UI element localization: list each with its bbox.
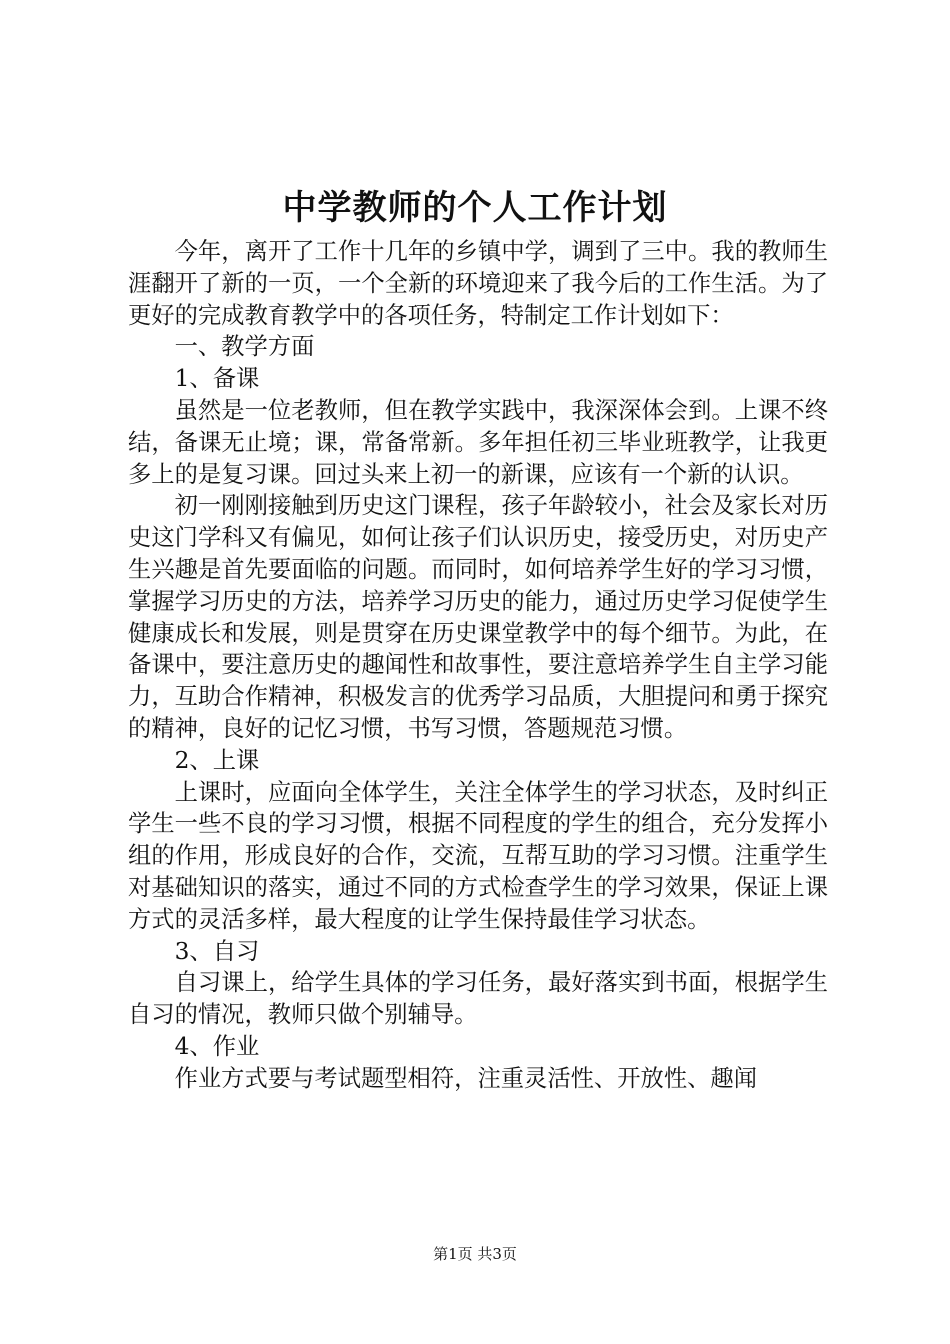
paragraph-lesson-prep-2: 初一刚刚接触到历史这门课程，孩子年龄较小，社会及家长对历史这门学科又有偏见，如何让孩子们认识历史，接受历史，对历史产生兴趣是首先要面临的问题。而同时，如何培养学生好的学习习惯，掌握学习历史的方法，培养学习历史的能力，通过历史学习促使学生健康成长和发展，则是贯穿在历史课堂教学中的每个细节。为此，在备课中，要注意历史的趣闻性和故事性，要注意培养学生自主学习能力，互助合作精神，积极发言的优秀学习品质，大胆提问和勇于探究的精神，良好的记忆习惯，书写习惯，答题规范习惯。 xyxy=(128,492,828,742)
paragraph-self-study: 自习课上，给学生具体的学习任务，最好落实到书面，根据学生自习的情况，教师只做个别辅导。 xyxy=(128,969,828,1029)
subheading-lesson-prep: 1、备课 xyxy=(174,365,260,393)
subheading-self-study: 3、自习 xyxy=(174,937,260,965)
paragraph-homework: 作业方式要与考试题型相符，注重灵活性、开放性、趣闻 xyxy=(174,1064,758,1092)
heading-teaching: 一、教学方面 xyxy=(174,333,315,361)
subheading-homework: 4、作业 xyxy=(174,1032,260,1060)
paragraph-intro: 今年，离开了工作十几年的乡镇中学，调到了三中。我的教师生涯翻开了新的一页，一个全新的环境迎来了我今后的工作生活。为了更好的完成教育教学中的各项任务，特制定工作计划如下： xyxy=(128,238,828,329)
document-body xyxy=(128,236,828,1095)
subheading-class: 2、上课 xyxy=(174,746,260,774)
paragraph-lesson-prep-1: 虽然是一位老教师，但在教学实践中，我深深体会到。上课不终结，备课无止境；课，常备常新。多年担任初三毕业班教学，让我更多上的是复习课。回过头来上初一的新课，应该有一个新的认识。 xyxy=(128,396,828,488)
page-number-footer: 第1页 共3页 xyxy=(433,1245,517,1263)
document-title: 中学教师的个人工作计划 xyxy=(282,188,668,228)
paragraph-class: 上课时，应面向全体学生，关注全体学生的学习状态，及时纠正学生一些不良的学习习惯，根据不同程度的学生的组合，充分发挥小组的作用，形成良好的合作，交流，互帮互助的学习习惯。注重学生对基础知识的落实，通过不同的方式检查学生的学习效果，保证上课方式的灵活多样，最大程度的让学生保持最佳学习状态。 xyxy=(128,778,828,933)
